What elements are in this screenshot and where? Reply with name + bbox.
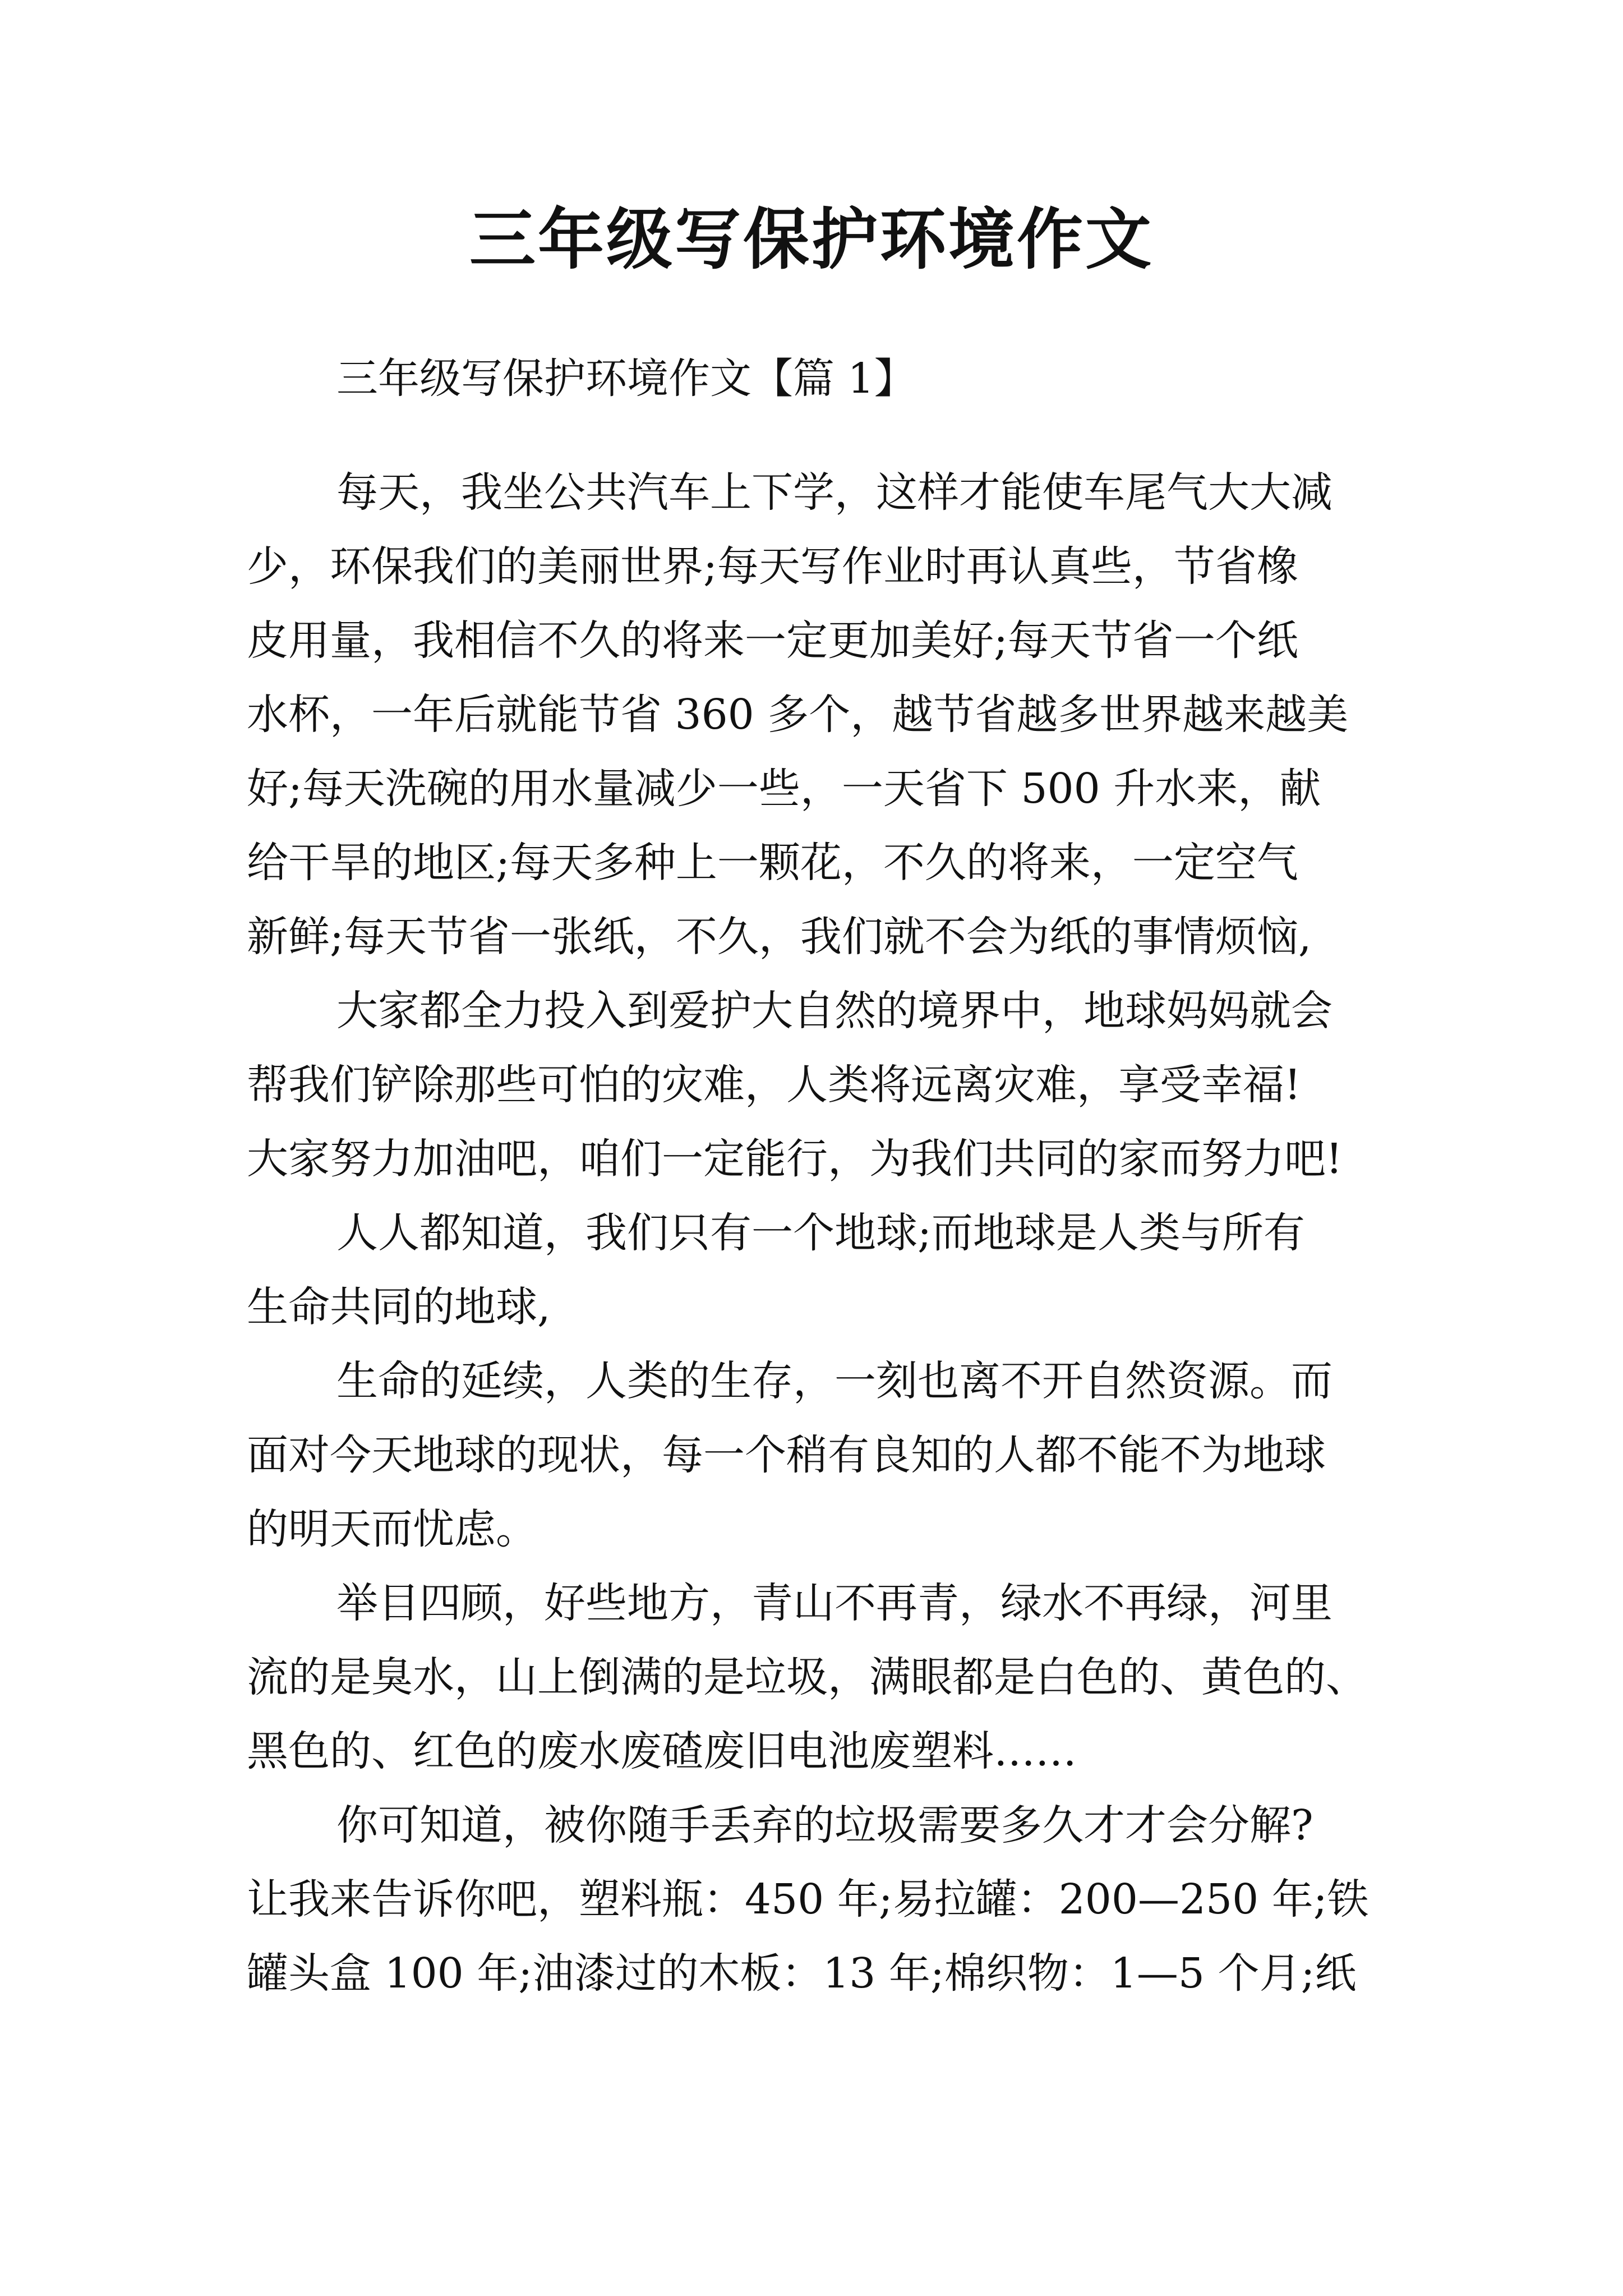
text-line: 黑色的、红色的废水废碴废旧电池废塑料……	[247, 1727, 1077, 1775]
document-title: 三年级写保护环境作文	[469, 200, 1154, 278]
text-line: 大家都全力投入到爱护大自然的境界中，地球妈妈就会	[336, 987, 1332, 1035]
text-line: 举目四顾，好些地方，青山不再青，绿水不再绿，河里	[336, 1579, 1332, 1627]
text-line: 皮用量，我相信不久的将来一定更加美好;每天节省一个纸	[247, 616, 1298, 665]
text-line: 面对今天地球的现状，每一个稍有良知的人都不能不为地球	[247, 1431, 1326, 1479]
text-line: 的明天而忧虑。	[247, 1505, 537, 1553]
text-line: 给干旱的地区;每天多种上一颗花，不久的将来，一定空气	[247, 839, 1298, 887]
text-line: 生命共同的地球,	[247, 1283, 551, 1331]
text-line: 水杯，一年后就能节省 360 多个，越节省越多世界越来越美	[247, 691, 1349, 739]
text-line: 罐头盒 100 年;油漆过的木板：13 年;棉织物：1—5 个月;纸	[247, 1949, 1357, 1998]
text-line: 帮我们铲除那些可怕的灾难，人类将远离灾难，享受幸福!	[247, 1061, 1301, 1109]
text-line: 少，环保我们的美丽世界;每天写作业时再认真些，节省橡	[247, 542, 1298, 591]
section-heading: 三年级写保护环境作文【篇 1】	[336, 355, 916, 403]
text-line: 流的是臭水，山上倒满的是垃圾，满眼都是白色的、黄色的、	[247, 1653, 1367, 1701]
text-line: 生命的延续，人类的生存，一刻也离不开自然资源。而	[336, 1357, 1332, 1405]
text-line: 每天，我坐公共汽车上下学，这样才能使车尾气大大减	[336, 468, 1332, 517]
text-line: 让我来告诉你吧，塑料瓶：450 年;易拉罐：200—250 年;铁	[247, 1875, 1369, 1924]
text-line: 大家努力加油吧，咱们一定能行，为我们共同的家而努力吧!	[247, 1135, 1343, 1183]
text-line: 好;每天洗碗的用水量减少一些，一天省下 500 升水来，献	[247, 765, 1321, 813]
text-line: 你可知道，被你随手丢弃的垃圾需要多久才才会分解?	[336, 1801, 1313, 1849]
text-line: 新鲜;每天节省一张纸，不久，我们就不会为纸的事情烦恼,	[247, 913, 1312, 961]
text-line: 人人都知道，我们只有一个地球;而地球是人类与所有	[336, 1209, 1305, 1257]
